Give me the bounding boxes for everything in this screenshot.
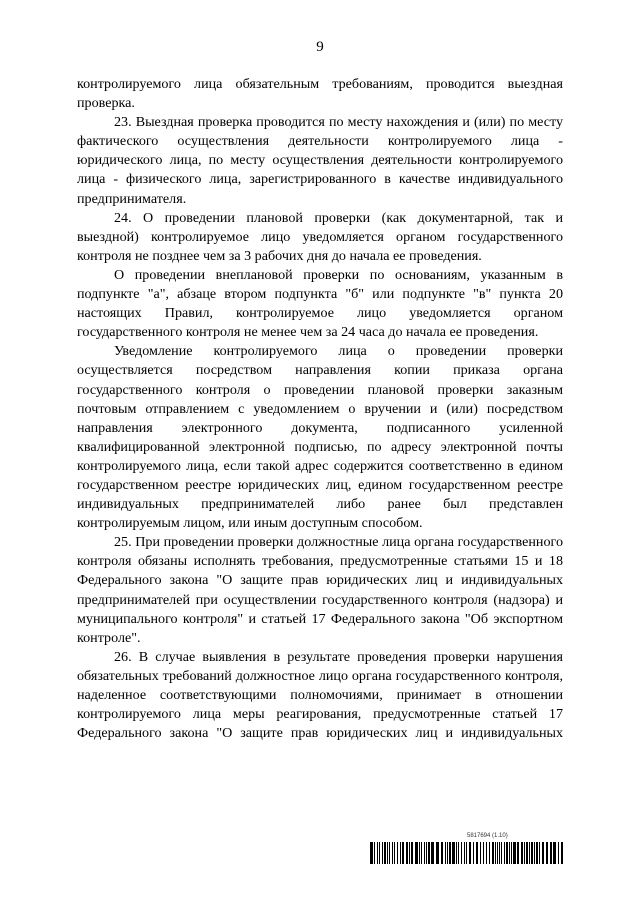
document-code: 5817694 (1.10): [467, 833, 508, 839]
paragraph-24: 24. О проведении плановой проверки (как документарной, так и выездной) контролируемое лицо уведомляется органом государственного контроля не позднее чем за 3 рабочих дня до начала ее проведения.: [77, 209, 563, 264]
paragraph-continuation: контролируемого лица обязательным требованиям, проводится выездная проверка.: [77, 76, 563, 112]
paragraph-notification: Уведомление контролируемого лица о проведении проверки осуществляется посредством направления копии приказа органа государственного контроля о проведении плановой проверки заказным почтовым отправлением с уведомлением о вручении и (или) посредством направления электронного документа, подписанного усиленной квалифицированной электронной подписью, по адресу электронной почты контролируемого лица, если такой адрес содержится соответственно в едином государственном реестре юридических лиц, едином государственном реестре индивидуальных предпринимателей либо ранее был представлен контролируемым лицом, или иным доступным способом.: [77, 343, 563, 532]
barcode-icon: [370, 842, 563, 864]
paragraph-26: 26. В случае выявления в результате проведения проверки нарушения обязательных требований должностное лицо органа государственного контроля, наделенное соответствующими полномочиями, принимает в отношении контролируемого лица меры реагирования, предусмотренные статьей 17 Федерального закона "О защите прав юридических лиц и индивидуальных: [77, 648, 563, 742]
document-body: [77, 75, 563, 743]
paragraph-25: 25. При проведении проверки должностные лица органа государственного контроля обязаны исполнять требования, предусмотренные статьями 15 и 18 Федерального закона "О защите прав юридических лиц и индивидуальных предпринимателей при осуществлении государственного контроля (надзора) и муниципального контроля" и статьей 17 Федерального закона "Об экспортном контроле".: [77, 534, 563, 646]
paragraph-23: 23. Выездная проверка проводится по месту нахождения и (или) по месту фактического осуществления деятельности контролируемого лица - юридического лица, по месту осуществления деятельности контролируемого лица - физического лица, зарегистрированного в качестве индивидуального предпринимателя.: [77, 114, 563, 207]
page-number: 9: [316, 39, 324, 55]
paragraph-unscheduled-inspection: О проведении внеплановой проверки по основаниям, указанным в подпункте "а", абзаце втором подпункта "б" или подпункте "в" пункта 20 настоящих Правил, контролируемое лицо уведомляется органом государственного контроля не менее чем за 24 часа до начала ее проведения.: [77, 266, 563, 341]
